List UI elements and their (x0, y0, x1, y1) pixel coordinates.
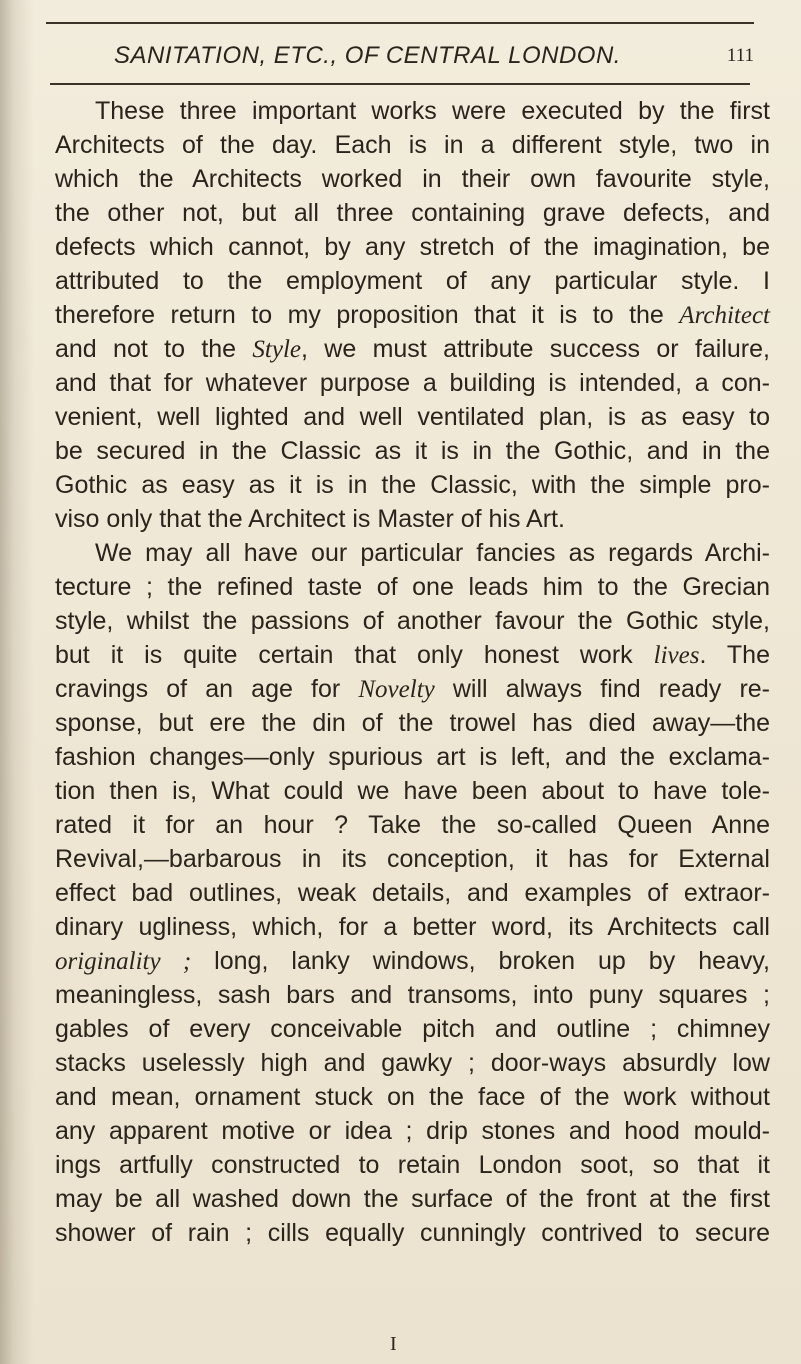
text-line: the other not, but all three containing grave defects, and (55, 199, 770, 227)
text-line: effect bad outlines, weak details, and examples of extraor- (55, 879, 770, 907)
text-line: dinary ugliness, which, for a better word, its Architects call (55, 913, 770, 941)
text-line: We may all have our particular fancies as regards Archi- (95, 539, 770, 567)
text-line: tion then is, What could we have been about to have tole- (55, 777, 770, 805)
text-line: shower of rain ; cills equally cunningly contrived to secure (55, 1219, 770, 1247)
italic-emphasis: Novelty (358, 676, 435, 703)
text-line: gables of every conceivable pitch and outline ; chimney (55, 1015, 770, 1043)
header-rule-top (46, 22, 754, 24)
text-line: which the Architects worked in their own favourite style, (55, 165, 770, 193)
text-line: ings artfully constructed to retain London soot, so that it (55, 1151, 770, 1179)
text-line: any apparent motive or idea ; drip stones and hood mould- (55, 1117, 770, 1145)
text-line: meaningless, sash bars and transoms, into puny squares ; (55, 981, 770, 1009)
text-line: viso only that the Architect is Master of his Art. (55, 505, 565, 533)
text-line: tecture ; the refined taste of one leads him to the Grecian (55, 573, 770, 601)
page-header (114, 38, 754, 74)
text-line: cravings of an age for Novelty will always find ready re- (55, 675, 770, 703)
text-line: therefore return to my proposition that it is to the Architect (55, 301, 770, 329)
text-line: sponse, but ere the din of the trowel has died away—the (55, 709, 770, 737)
text-line: but it is quite certain that only honest work lives. The (55, 641, 770, 669)
text-line: originality ; long, lanky windows, broken up by heavy, (55, 947, 770, 975)
signature-mark: I (390, 1333, 397, 1355)
text-line: Architects of the day. Each is in a different style, two in (55, 131, 770, 159)
running-title: SANITATION, ETC., OF CENTRAL LONDON. (114, 42, 621, 69)
text-line: defects which cannot, by any stretch of the imagination, be (55, 233, 770, 261)
text-line: stacks uselessly high and gawky ; door-ways absurdly low (55, 1049, 770, 1077)
text-line: attributed to the employment of any particular style. I (55, 267, 770, 295)
italic-emphasis: Architect (679, 302, 770, 329)
text-line: fashion changes—only spurious art is left, and the exclama- (55, 743, 770, 771)
text-line: style, whilst the passions of another favour the Gothic style, (55, 607, 770, 635)
text-line: and that for whatever purpose a building is intended, a con- (55, 369, 770, 397)
text-line: be secured in the Classic as it is in the Gothic, and in the (55, 437, 770, 465)
text-line: may be all washed down the surface of the front at the first (55, 1185, 770, 1213)
text-line: venient, well lighted and well ventilated plan, is as easy to (55, 403, 770, 431)
text-line: and not to the Style, we must attribute success or failure, (55, 335, 770, 363)
text-line: rated it for an hour ? Take the so-called Queen Anne (55, 811, 770, 839)
text-line: Gothic as easy as it is in the Classic, with the simple pro- (55, 471, 770, 499)
text-line: Revival,—barbarous in its conception, it has for External (55, 845, 770, 873)
text-line: These three important works were executed by the first (95, 97, 770, 125)
italic-emphasis: originality ; (55, 948, 192, 975)
italic-emphasis: Style (252, 336, 301, 363)
header-rule-bottom (50, 83, 750, 85)
page-number: 111 (726, 45, 754, 66)
italic-emphasis: lives (653, 642, 700, 669)
text-line: and mean, ornament stuck on the face of the work without (55, 1083, 770, 1111)
